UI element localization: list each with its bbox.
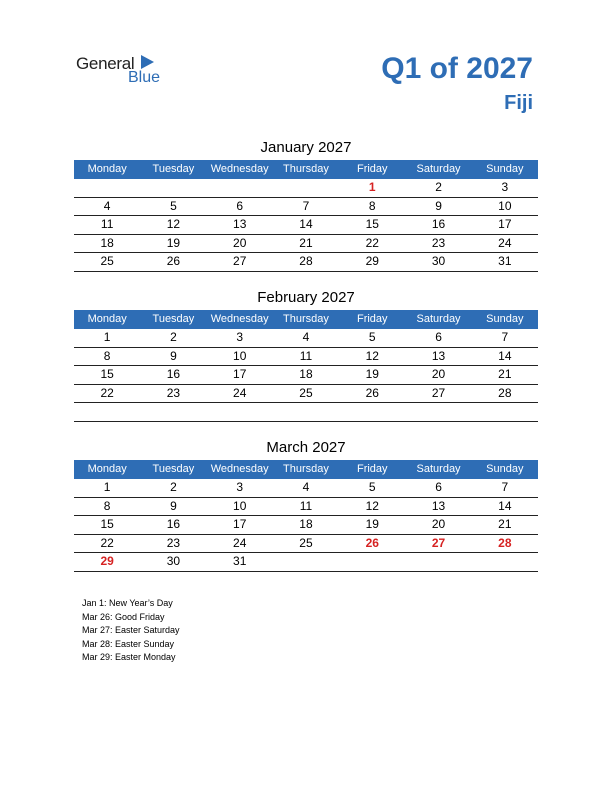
weekday-label: Wednesday bbox=[210, 163, 269, 175]
day-cell: 28 bbox=[299, 254, 313, 268]
day-cell: 2 bbox=[170, 330, 177, 344]
day-cell: 1 bbox=[103, 480, 111, 494]
weekday-label: Wednesday bbox=[210, 313, 269, 325]
month-title: March 2027 bbox=[266, 439, 346, 456]
day-cell: 31 bbox=[498, 254, 512, 268]
holiday-note: Mar 26: Good Friday bbox=[82, 611, 165, 622]
day-cell: 15 bbox=[100, 367, 114, 381]
day-cell: 26 bbox=[365, 385, 379, 400]
day-cell: 13 bbox=[431, 498, 446, 513]
day-cell: 11 bbox=[299, 498, 313, 513]
logo-general-text: General bbox=[76, 54, 135, 73]
day-cell: 4 bbox=[302, 330, 310, 344]
day-cell: 24 bbox=[233, 385, 247, 400]
day-cell bbox=[273, 553, 339, 571]
day-cell: 1 bbox=[103, 330, 111, 344]
day-cell bbox=[140, 403, 206, 421]
weekday-label: Thursday bbox=[283, 463, 329, 475]
weekday-label: Monday bbox=[87, 463, 127, 475]
day-cell: 10 bbox=[498, 198, 512, 213]
day-cell: 7 bbox=[501, 480, 509, 494]
day-cell: 22 bbox=[100, 385, 114, 400]
day-cell bbox=[405, 403, 471, 421]
day-cell: 27 bbox=[431, 385, 446, 400]
day-cell: 22 bbox=[365, 235, 379, 250]
day-cell: 26 bbox=[166, 254, 181, 268]
day-cell: 29 bbox=[365, 254, 379, 268]
day-cell: 16 bbox=[166, 517, 181, 531]
day-cell: 8 bbox=[368, 198, 376, 213]
day-cell: 30 bbox=[166, 554, 181, 568]
page-title: Q1 of 2027 bbox=[381, 52, 533, 85]
day-cell: 13 bbox=[431, 348, 446, 363]
day-cell bbox=[273, 403, 339, 421]
day-cell: 20 bbox=[233, 235, 247, 250]
day-cell: 17 bbox=[233, 517, 247, 531]
day-cell bbox=[207, 179, 273, 197]
day-cell: 7 bbox=[501, 330, 509, 344]
day-cell: 14 bbox=[498, 348, 512, 363]
logo bbox=[76, 52, 176, 88]
day-cell: 18 bbox=[100, 235, 114, 250]
day-cell: 22 bbox=[100, 535, 114, 550]
day-cell: 12 bbox=[365, 348, 379, 363]
holiday-note: Mar 28: Easter Sunday bbox=[82, 638, 175, 649]
logo-triangle-icon bbox=[141, 55, 154, 69]
day-cell bbox=[74, 403, 140, 421]
weekday-label: Friday bbox=[356, 313, 388, 325]
day-cell: 27 bbox=[233, 254, 247, 268]
day-cell: 13 bbox=[233, 217, 247, 231]
day-cell: 28 bbox=[498, 385, 512, 400]
day-cell: 9 bbox=[170, 498, 177, 513]
day-cell: 3 bbox=[236, 480, 244, 494]
day-cell: 14 bbox=[299, 217, 313, 231]
weekday-label: Sunday bbox=[486, 163, 524, 175]
day-cell: 6 bbox=[435, 330, 442, 344]
week-row bbox=[74, 403, 538, 422]
logo-blue-text: Blue bbox=[128, 69, 161, 86]
day-cell: 17 bbox=[233, 367, 247, 381]
day-cell: 17 bbox=[498, 217, 512, 231]
month-grid bbox=[74, 179, 538, 272]
day-cell: 12 bbox=[365, 498, 379, 513]
week-row bbox=[74, 366, 538, 385]
day-cell bbox=[74, 179, 140, 197]
day-cell: 8 bbox=[103, 348, 111, 363]
day-cell: 28 bbox=[498, 535, 512, 550]
day-cell: 9 bbox=[435, 198, 442, 213]
week-row bbox=[74, 498, 538, 517]
day-cell: 31 bbox=[233, 554, 247, 568]
holiday-note: Mar 29: Easter Monday bbox=[82, 652, 176, 662]
month-february bbox=[74, 287, 538, 422]
day-cell: 30 bbox=[431, 254, 446, 268]
day-cell: 19 bbox=[365, 517, 379, 531]
week-row bbox=[74, 179, 538, 198]
day-cell bbox=[405, 553, 471, 571]
week-row bbox=[74, 385, 538, 404]
day-cell: 21 bbox=[299, 235, 313, 250]
day-cell: 9 bbox=[170, 348, 177, 363]
day-cell: 7 bbox=[302, 198, 310, 213]
day-cell: 5 bbox=[368, 330, 376, 344]
day-cell: 16 bbox=[166, 367, 181, 381]
weekday-label: Friday bbox=[356, 163, 388, 175]
weekday-header bbox=[74, 160, 538, 179]
day-cell: 6 bbox=[236, 198, 244, 213]
week-row bbox=[74, 348, 538, 367]
day-cell bbox=[273, 179, 339, 197]
day-cell bbox=[472, 553, 538, 571]
day-cell: 1 bbox=[368, 180, 376, 194]
weekday-label: Friday bbox=[356, 463, 388, 475]
day-cell: 16 bbox=[431, 217, 446, 231]
day-cell: 3 bbox=[236, 330, 244, 344]
weekday-label: Saturday bbox=[416, 313, 461, 325]
week-row bbox=[74, 253, 538, 272]
weekday-label: Wednesday bbox=[210, 463, 269, 475]
day-cell: 24 bbox=[233, 535, 247, 550]
week-row bbox=[74, 216, 538, 235]
day-cell: 11 bbox=[100, 217, 114, 231]
day-cell: 4 bbox=[103, 198, 111, 213]
day-cell: 25 bbox=[299, 385, 313, 400]
day-cell: 3 bbox=[501, 180, 509, 194]
weekday-label: Thursday bbox=[283, 163, 329, 175]
day-cell: 23 bbox=[166, 535, 181, 550]
weekday-label: Monday bbox=[87, 313, 127, 325]
month-january bbox=[74, 137, 538, 272]
day-cell: 21 bbox=[498, 517, 512, 531]
day-cell: 10 bbox=[233, 348, 247, 363]
holiday-note: Mar 27: Easter Saturday bbox=[82, 625, 180, 635]
week-row bbox=[74, 553, 538, 572]
day-cell: 15 bbox=[100, 517, 114, 531]
day-cell: 15 bbox=[365, 217, 379, 231]
day-cell: 25 bbox=[100, 254, 114, 268]
day-cell: 6 bbox=[435, 480, 442, 494]
day-cell: 23 bbox=[166, 385, 181, 400]
day-cell: 8 bbox=[103, 498, 111, 513]
day-cell: 20 bbox=[431, 367, 446, 381]
weekday-label: Sunday bbox=[486, 313, 524, 325]
month-grid bbox=[74, 479, 538, 572]
day-cell: 18 bbox=[299, 367, 313, 381]
holiday-notes bbox=[82, 597, 180, 665]
week-row bbox=[74, 235, 538, 254]
day-cell: 5 bbox=[368, 480, 376, 494]
day-cell: 21 bbox=[498, 367, 512, 381]
day-cell: 5 bbox=[170, 198, 177, 213]
day-cell: 26 bbox=[365, 535, 379, 550]
day-cell: 2 bbox=[435, 180, 442, 194]
weekday-label: Tuesday bbox=[152, 313, 195, 325]
day-cell: 2 bbox=[170, 480, 177, 494]
country-subtitle: Fiji bbox=[504, 92, 533, 114]
day-cell: 14 bbox=[498, 498, 512, 513]
weekday-label: Tuesday bbox=[152, 463, 195, 475]
weekday-label: Thursday bbox=[283, 313, 329, 325]
week-row bbox=[74, 198, 538, 217]
day-cell: 11 bbox=[299, 348, 313, 363]
week-row bbox=[74, 479, 538, 498]
day-cell bbox=[207, 403, 273, 421]
day-cell bbox=[472, 403, 538, 421]
weekday-label: Sunday bbox=[486, 463, 524, 475]
day-cell: 10 bbox=[233, 498, 247, 513]
day-cell bbox=[339, 403, 405, 421]
holiday-note: Jan 1: New Year’s Day bbox=[82, 598, 173, 608]
month-march bbox=[74, 437, 538, 572]
day-cell: 12 bbox=[166, 217, 181, 231]
weekday-label: Saturday bbox=[416, 163, 461, 175]
month-grid bbox=[74, 329, 538, 422]
weekday-label: Monday bbox=[87, 163, 127, 175]
weekday-header bbox=[74, 310, 538, 329]
day-cell: 19 bbox=[365, 367, 379, 381]
day-cell: 24 bbox=[498, 235, 512, 250]
month-title: January 2027 bbox=[260, 139, 352, 156]
week-row bbox=[74, 535, 538, 554]
day-cell: 20 bbox=[431, 517, 446, 531]
weekday-header bbox=[74, 460, 538, 479]
day-cell: 23 bbox=[431, 235, 446, 250]
day-cell: 4 bbox=[302, 480, 310, 494]
week-row bbox=[74, 329, 538, 348]
weekday-label: Saturday bbox=[416, 463, 461, 475]
weekday-label: Tuesday bbox=[152, 163, 195, 175]
week-row bbox=[74, 516, 538, 535]
day-cell: 29 bbox=[100, 554, 114, 568]
month-title: February 2027 bbox=[257, 289, 355, 306]
day-cell: 27 bbox=[431, 535, 446, 550]
day-cell: 19 bbox=[166, 235, 181, 250]
day-cell: 18 bbox=[299, 517, 313, 531]
day-cell bbox=[339, 553, 405, 571]
day-cell bbox=[140, 179, 206, 197]
day-cell: 25 bbox=[299, 535, 313, 550]
